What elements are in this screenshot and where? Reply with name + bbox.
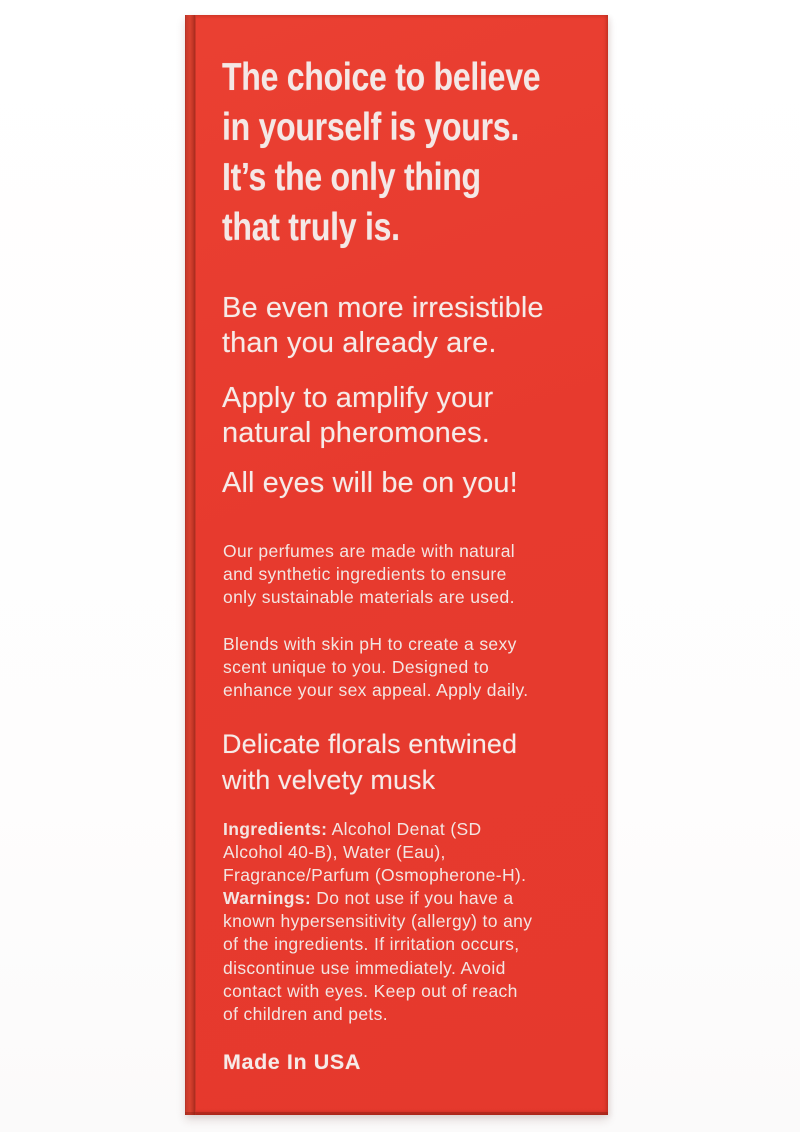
headline-line: The choice to believe — [222, 56, 541, 99]
scent-line: with velvety musk — [222, 764, 436, 795]
ingredients-label: Ingredients: — [223, 819, 328, 839]
about-line: and synthetic ingredients to ensure — [223, 563, 507, 584]
ingredients-line-text: Alcohol Denat (SD — [327, 819, 482, 839]
made-in-usa-label: Made In USA — [223, 1050, 362, 1074]
headline-text — [222, 53, 540, 253]
about-line: Our perfumes are made with natural — [223, 541, 516, 561]
warnings-line: contact with eyes. Keep out of reach — [223, 980, 518, 1001]
headline-line: that truly is. — [222, 206, 400, 249]
tagline-apply — [222, 381, 493, 451]
tagline-line: Be even more irresistible — [222, 292, 544, 324]
warnings-line: of the ingredients. If irritation occurs, — [223, 934, 520, 955]
product-box-back-panel — [185, 15, 608, 1115]
warnings-label: Warnings: — [223, 888, 312, 909]
tagline-line: than you already are. — [222, 327, 497, 359]
tagline-line: All eyes will be on you! — [222, 467, 518, 499]
headline-line: in yourself is yours. — [222, 106, 519, 149]
warnings-line: discontinue use immediately. Avoid — [223, 957, 506, 978]
headline-line: It’s the only thing — [222, 156, 481, 199]
tagline-line: Apply to amplify your — [222, 382, 494, 414]
scent-description — [222, 727, 517, 798]
tagline-irresistible — [222, 291, 544, 361]
blend-paragraph — [223, 633, 528, 701]
blend-line: scent unique to you. Designed to — [223, 656, 490, 677]
ingredients-line — [223, 818, 532, 841]
ingredients-warnings-text — [223, 818, 532, 1026]
tagline-line: natural pheromones. — [222, 417, 490, 449]
blend-line: Blends with skin pH to create a sexy — [223, 634, 517, 654]
box-bottom-edge — [185, 1112, 608, 1115]
about-line: only sustainable materials are used. — [223, 586, 515, 607]
warnings-line — [223, 887, 532, 910]
blend-line: enhance your sex appeal. Apply daily. — [223, 679, 529, 700]
warnings-line: known hypersensitivity (allergy) to any — [223, 911, 533, 932]
about-paragraph — [223, 540, 515, 608]
box-left-edge — [185, 15, 196, 1115]
tagline-all-eyes — [222, 466, 518, 501]
ingredients-line: Alcohol 40-B), Water (Eau), — [223, 842, 446, 863]
warnings-line-text: Do not use if you have a — [311, 888, 514, 909]
scent-line: Delicate florals entwined — [222, 729, 518, 759]
ingredients-line: Fragrance/Parfum (Osmopherone-H). — [223, 865, 527, 886]
warnings-line: of children and pets. — [223, 1003, 388, 1024]
